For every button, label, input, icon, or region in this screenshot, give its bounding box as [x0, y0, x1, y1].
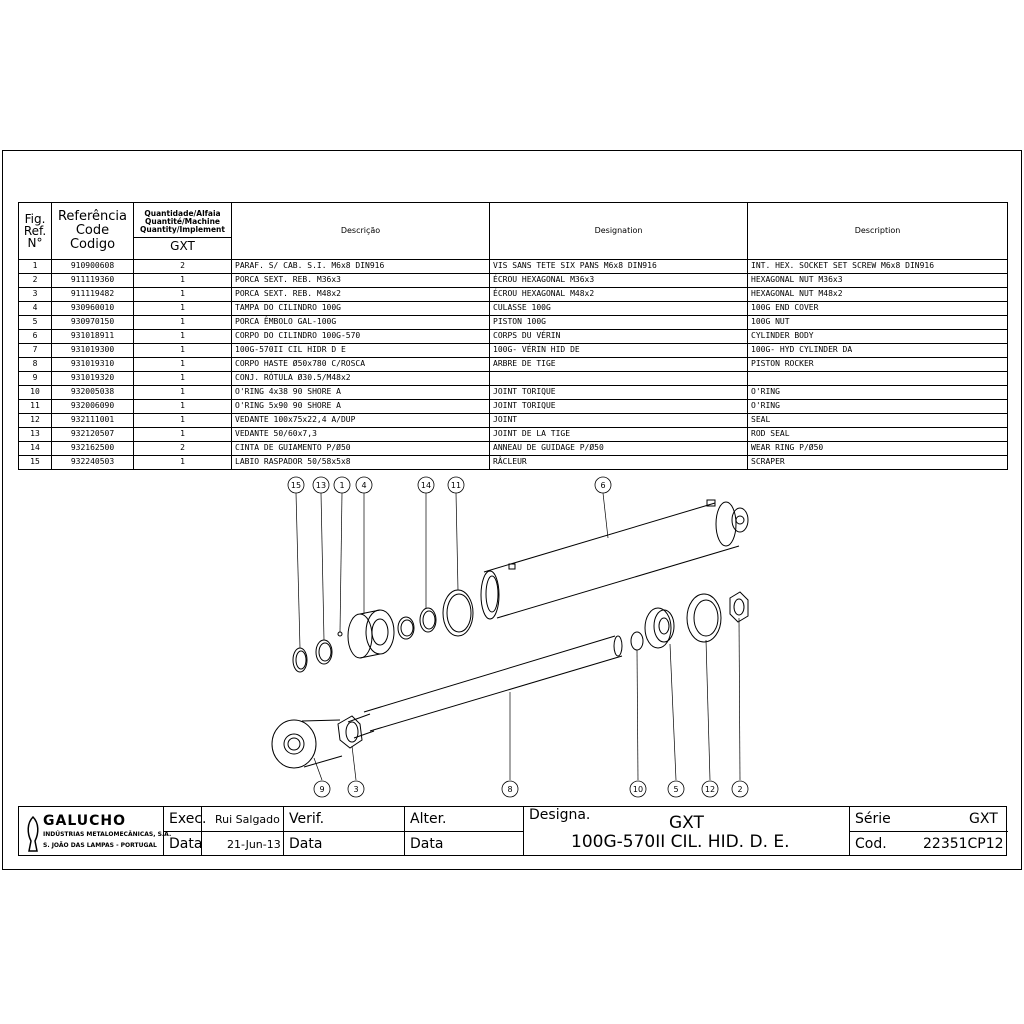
- cod-value: 22351CP12: [923, 836, 1004, 852]
- row-description: 100G END COVER: [748, 302, 1008, 316]
- row-code: 932111001: [52, 414, 134, 428]
- table-row: [19, 274, 1008, 288]
- header-qty-model: GXT: [134, 237, 231, 253]
- callout-label: 15: [290, 481, 302, 490]
- row-fig: 12: [19, 414, 52, 428]
- end-cover: [348, 610, 394, 658]
- row-description: CYLINDER BODY: [748, 330, 1008, 344]
- row-code: 931019320: [52, 372, 134, 386]
- table-row: [19, 302, 1008, 316]
- rod-eye: [272, 720, 342, 768]
- row-fig: 6: [19, 330, 52, 344]
- row-fig: 10: [19, 386, 52, 400]
- header-ref: [52, 203, 134, 260]
- header-designation: Designation: [490, 203, 748, 260]
- table-row: [19, 260, 1008, 274]
- row-descricao: PORCA SEXT. REB. M36x3: [232, 274, 490, 288]
- table-row: [19, 428, 1008, 442]
- row-qty: 2: [134, 260, 232, 274]
- row-fig: 3: [19, 288, 52, 302]
- callout-label: 8: [507, 785, 513, 794]
- table-row: [19, 344, 1008, 358]
- row-description: 100G NUT: [748, 316, 1008, 330]
- row-descricao: VEDANTE 50/60x7,3: [232, 428, 490, 442]
- exec-value: Rui Salgado: [215, 813, 280, 826]
- row-designation: RÂCLEUR: [490, 456, 748, 470]
- row-code: 931019310: [52, 358, 134, 372]
- row-qty: 1: [134, 302, 232, 316]
- company-name: INDÚSTRIAS METALOMECÂNICAS, S.A.: [43, 831, 172, 838]
- callout-label: 10: [632, 785, 644, 794]
- callout-bubble: [595, 477, 611, 493]
- row-qty: 1: [134, 316, 232, 330]
- header-fig-line3: N°: [27, 236, 43, 250]
- table-row: [19, 372, 1008, 386]
- row-descricao: LABIO RASPADOR 50/58x5x8: [232, 456, 490, 470]
- header-description: Description: [748, 203, 1008, 260]
- cod-label: Cod.: [855, 836, 887, 852]
- row-descricao: PORCA SEXT. REB. M48x2: [232, 288, 490, 302]
- row-description: PISTON ROCKER: [748, 358, 1008, 372]
- title-block: [18, 806, 1007, 856]
- row-code: 932005038: [52, 386, 134, 400]
- header-qty-line3: Quantity/Implement: [140, 224, 225, 234]
- row-qty: 1: [134, 358, 232, 372]
- row-designation: CORPS DU VÉRIN: [490, 330, 748, 344]
- callout-label: 12: [704, 785, 716, 794]
- callout-label: 1: [339, 481, 345, 490]
- header-descricao: Descrição: [232, 203, 490, 260]
- row-designation: ARBRE DE TIGE: [490, 358, 748, 372]
- row-qty: 1: [134, 428, 232, 442]
- leader-lines: [296, 493, 740, 780]
- row-designation: VIS SANS TETE SIX PANS M6x8 DIN916: [490, 260, 748, 274]
- logo-text: GALUCHO: [43, 813, 127, 829]
- row-fig: 9: [19, 372, 52, 386]
- designa-value: 100G-570II CIL. HID. D. E.: [571, 832, 790, 852]
- row-designation: [490, 372, 748, 386]
- row-descricao: VEDANTE 100x75x22,4 A/DUP: [232, 414, 490, 428]
- wear-rings: [398, 608, 436, 639]
- header-ref-line2: Code: [75, 223, 110, 238]
- callout-label: 3: [353, 785, 359, 794]
- callout-label: 2: [737, 785, 743, 794]
- row-designation: ÉCROU HEXAGONAL M36x3: [490, 274, 748, 288]
- row-description: HEXAGONAL NUT M36x3: [748, 274, 1008, 288]
- row-designation: PISTON 100G: [490, 316, 748, 330]
- table-body: [19, 260, 1008, 470]
- row-description: HEXAGONAL NUT M48x2: [748, 288, 1008, 302]
- row-code: 911119482: [52, 288, 134, 302]
- row-fig: 14: [19, 442, 52, 456]
- galucho-logo: [21, 811, 172, 855]
- serie-label: Série: [855, 811, 891, 827]
- row-description: SCRAPER: [748, 456, 1008, 470]
- row-description: 100G- HYD CYLINDER DA: [748, 344, 1008, 358]
- header-ref-line3: Codigo: [69, 237, 116, 252]
- cylinder-body: [481, 500, 748, 619]
- callout-bubble: [356, 477, 372, 493]
- designa-model: GXT: [669, 813, 704, 833]
- row-fig: 7: [19, 344, 52, 358]
- callout-label: 13: [315, 481, 327, 490]
- table-row: [19, 288, 1008, 302]
- callout-bubble: [630, 781, 646, 797]
- row-designation: JOINT TORIQUE: [490, 400, 748, 414]
- callout-label: 11: [450, 481, 462, 490]
- table-row: [19, 386, 1008, 400]
- row-code: 931019300: [52, 344, 134, 358]
- row-designation: JOINT: [490, 414, 748, 428]
- row-code: 932120507: [52, 428, 134, 442]
- callout-bubble: [288, 477, 304, 493]
- callout-label: 14: [420, 481, 432, 490]
- alter-date-label: Data: [410, 836, 444, 852]
- callout-bubble: [732, 781, 748, 797]
- row-fig: 5: [19, 316, 52, 330]
- row-fig: 15: [19, 456, 52, 470]
- row-descricao: O'RING 4x38 90 SHORE A: [232, 386, 490, 400]
- row-designation: 100G- VÉRIN HID DE: [490, 344, 748, 358]
- row-fig: 1: [19, 260, 52, 274]
- row-fig: 2: [19, 274, 52, 288]
- callout-bubble: [314, 781, 330, 797]
- row-code: 932162500: [52, 442, 134, 456]
- company-address: S. JOÃO DAS LAMPAS - PORTUGAL: [43, 842, 157, 849]
- callout-label: 9: [319, 785, 325, 794]
- row-code: 932240503: [52, 456, 134, 470]
- header-qty-line2: Quantité/Machine: [145, 216, 220, 226]
- oring-small: [631, 632, 643, 650]
- row-qty: 2: [134, 442, 232, 456]
- header-fig: [19, 203, 52, 260]
- row-description: INT. HEX. SOCKET SET SCREW M6x8 DIN916: [748, 260, 1008, 274]
- row-description: O'RING: [748, 400, 1008, 414]
- table-row: [19, 442, 1008, 456]
- row-description: [748, 372, 1008, 386]
- callout-bubble: [702, 781, 718, 797]
- header-fig-line2: Ref.: [23, 224, 47, 238]
- table-row: [19, 358, 1008, 372]
- piston-nut: [645, 608, 674, 648]
- callout-bubble: [668, 781, 684, 797]
- row-qty: 1: [134, 400, 232, 414]
- serie-value: GXT: [969, 811, 998, 827]
- table-row: [19, 400, 1008, 414]
- exec-label: Exec.: [169, 811, 207, 827]
- row-description: ROD SEAL: [748, 428, 1008, 442]
- row-qty: 1: [134, 330, 232, 344]
- alter-label: Alter.: [410, 811, 447, 827]
- callout-label: 6: [600, 481, 606, 490]
- row-code: 932006090: [52, 400, 134, 414]
- row-designation: JOINT DE LA TIGE: [490, 428, 748, 442]
- exec-date-value: 21-Jun-13: [227, 838, 281, 851]
- parts-table: [18, 202, 1008, 470]
- row-designation: CULASSE 100G: [490, 302, 748, 316]
- hex-nut-m36: [730, 592, 748, 622]
- row-qty: 1: [134, 344, 232, 358]
- header-ref-line1: Referência: [57, 209, 128, 224]
- exec-date-label: Data: [169, 836, 203, 852]
- row-qty: 1: [134, 288, 232, 302]
- table-row: [19, 414, 1008, 428]
- callout-bubble: [448, 477, 464, 493]
- header-fig-line1: Fig.: [24, 212, 46, 226]
- row-code: 931018911: [52, 330, 134, 344]
- verif-date-label: Data: [289, 836, 323, 852]
- row-designation: ÉCROU HEXAGONAL M48x2: [490, 288, 748, 302]
- verif-label: Verif.: [289, 811, 325, 827]
- row-code: 930960010: [52, 302, 134, 316]
- row-qty: 1: [134, 372, 232, 386]
- row-description: WEAR RING P/Ø50: [748, 442, 1008, 456]
- row-fig: 4: [19, 302, 52, 316]
- piston-seal: [687, 594, 721, 642]
- callout-bubble: [502, 781, 518, 797]
- row-code: 910900608: [52, 260, 134, 274]
- piston-rod: [348, 636, 622, 738]
- row-descricao: CORPO HASTE Ø50x780 C/ROSCA: [232, 358, 490, 372]
- row-descricao: CORPO DO CILINDRO 100G-570: [232, 330, 490, 344]
- table-row: [19, 316, 1008, 330]
- row-descricao: O'RING 5x90 90 SHORE A: [232, 400, 490, 414]
- callout-bubble: [418, 477, 434, 493]
- row-fig: 13: [19, 428, 52, 442]
- row-qty: 1: [134, 386, 232, 400]
- row-fig: 8: [19, 358, 52, 372]
- row-code: 911119360: [52, 274, 134, 288]
- callout-bubble: [348, 781, 364, 797]
- seal-ring-set-left: [293, 632, 342, 672]
- row-code: 930970150: [52, 316, 134, 330]
- logo-emblem-icon: [23, 813, 43, 853]
- header-qty: [134, 203, 232, 260]
- row-descricao: TAMPA DO CILINDRO 100G: [232, 302, 490, 316]
- row-qty: 1: [134, 274, 232, 288]
- row-description: O'RING: [748, 386, 1008, 400]
- row-designation: ANNEAU DE GUIDAGE P/Ø50: [490, 442, 748, 456]
- callout-bubble: [334, 477, 350, 493]
- row-descricao: CONJ. RÓTULA Ø30.5/M48x2: [232, 372, 490, 386]
- callout-label: 5: [673, 785, 679, 794]
- table-header-row: [19, 203, 1008, 260]
- callout-label: 4: [361, 481, 367, 490]
- row-qty: 1: [134, 456, 232, 470]
- row-qty: 1: [134, 414, 232, 428]
- row-description: SEAL: [748, 414, 1008, 428]
- row-designation: JOINT TORIQUE: [490, 386, 748, 400]
- designa-label: Designa.: [529, 807, 591, 823]
- header-qty-line1: Quantidade/Alfaia: [144, 208, 221, 218]
- row-descricao: PARAF. S/ CAB. S.I. M6x8 DIN916: [232, 260, 490, 274]
- table-row: [19, 330, 1008, 344]
- exploded-view-drawing: [18, 468, 1007, 806]
- row-descricao: PORCA ÊMBOLO GAL-100G: [232, 316, 490, 330]
- row-descricao: CINTA DE GUIAMENTO P/Ø50: [232, 442, 490, 456]
- row-descricao: 100G-570II CIL HIDR D E: [232, 344, 490, 358]
- row-fig: 11: [19, 400, 52, 414]
- callout-bubble: [313, 477, 329, 493]
